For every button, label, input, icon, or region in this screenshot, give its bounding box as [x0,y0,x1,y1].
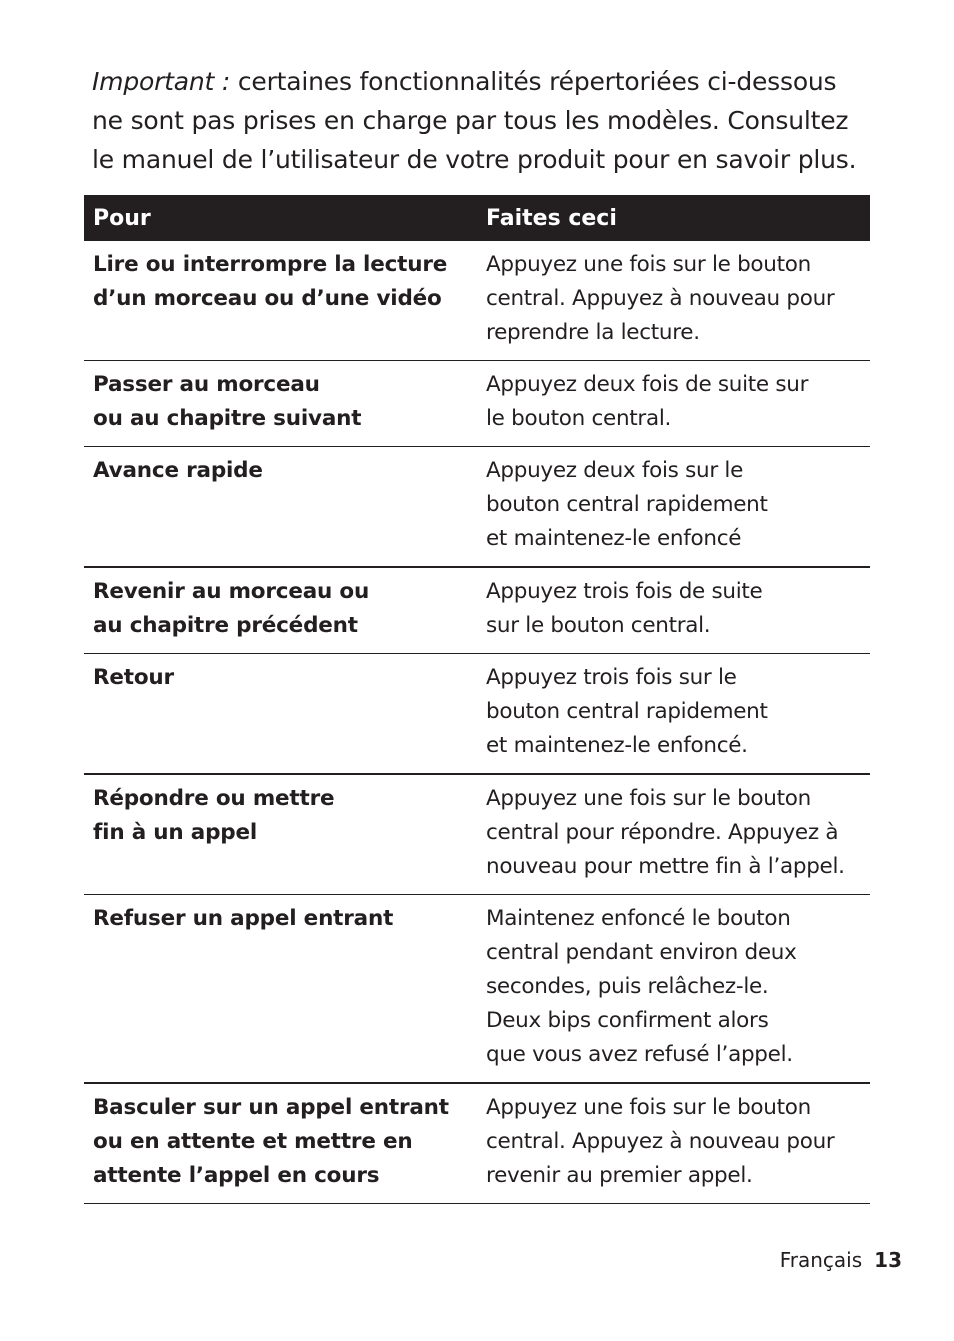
row-instruction-line: le bouton central. [486,406,672,431]
row-instruction-line: Appuyez une fois sur le bouton [486,252,811,277]
row-action [84,447,477,568]
row-instruction-line: reprendre la lecture. [486,320,700,345]
row-action-line: au chapitre précédent [93,613,358,638]
row-instruction-line: Appuyez deux fois de suite sur [486,372,809,397]
row-instruction-line: secondes, puis relâchez-le. [486,974,769,999]
intro-line-1-text: certaines fonctionnalités répertoriées ci-dessous [230,67,837,96]
table-header [84,195,870,241]
table-body [84,241,870,1204]
table-row [84,1083,870,1204]
row-instruction [477,241,870,361]
row-instruction-line: et maintenez-le enfoncé. [486,733,748,758]
intro-line-3: le manuel de l’utilisateur de votre produit pour en savoir plus. [92,145,857,174]
page-number: 13 [874,1248,902,1272]
row-action-line: Avance rapide [93,458,263,483]
row-action-line: fin à un appel [93,820,258,845]
row-action-line: Retour [93,665,174,690]
column-header-faites-ceci: Faites ceci [477,195,870,241]
row-instruction [477,361,870,447]
row-instruction-line: bouton central rapidement [486,699,768,724]
row-action-line: Refuser un appel entrant [93,906,394,931]
row-instruction [477,447,870,568]
table-row [84,654,870,775]
row-action-line: attente l’appel en cours [93,1163,380,1188]
intro-line-1 [92,62,872,101]
row-action-line: d’un morceau ou d’une vidéo [93,286,442,311]
row-action-line: Revenir au morceau ou [93,579,370,604]
row-instruction-line: que vous avez refusé l’appel. [486,1042,793,1067]
column-header-pour: Pour [84,195,477,241]
row-action [84,361,477,447]
table-row [84,241,870,361]
row-instruction-line: central pour répondre. Appuyez à [486,820,839,845]
row-action [84,895,477,1084]
row-instruction [477,774,870,895]
row-action [84,241,477,361]
row-instruction-line: bouton central rapidement [486,492,768,517]
row-instruction-line: central pendant environ deux [486,940,797,965]
row-instruction-line: Appuyez une fois sur le bouton [486,1095,811,1120]
row-instruction-line: Deux bips confirment alors [486,1008,769,1033]
row-instruction-line: central. Appuyez à nouveau pour [486,1129,835,1154]
row-instruction-line: et maintenez-le enfoncé [486,526,742,551]
table-header-row [84,195,870,241]
row-action-line: Passer au morceau [93,372,320,397]
table-row [84,774,870,895]
row-action [84,567,477,654]
intro-line-2: ne sont pas prises en charge par tous les modèles. Consultez [92,106,849,135]
row-action [84,654,477,775]
row-action [84,1083,477,1204]
row-instruction [477,654,870,775]
row-instruction-line: sur le bouton central. [486,613,711,638]
table-row [84,567,870,654]
row-instruction [477,1083,870,1204]
row-instruction [477,567,870,654]
table-row [84,361,870,447]
row-instruction-line: Appuyez trois fois de suite [486,579,763,604]
row-instruction-line: nouveau pour mettre fin à l’appel. [486,854,845,879]
table-row [84,447,870,568]
row-action-line: ou au chapitre suivant [93,406,362,431]
row-instruction-line: Appuyez une fois sur le bouton [486,786,811,811]
controls-table [84,195,870,1204]
row-action-line: ou en attente et mettre en [93,1129,413,1154]
row-action [84,774,477,895]
row-action-line: Lire ou interrompre la lecture [93,252,448,277]
row-instruction [477,895,870,1084]
page-footer [780,1248,902,1272]
row-instruction-line: Appuyez deux fois sur le [486,458,743,483]
intro-paragraph [92,62,872,179]
table-row [84,895,870,1084]
row-instruction-line: central. Appuyez à nouveau pour [486,286,835,311]
row-action-line: Basculer sur un appel entrant [93,1095,449,1120]
row-action-line: Répondre ou mettre [93,786,335,811]
row-instruction-line: revenir au premier appel. [486,1163,753,1188]
intro-lead: Important : [92,67,231,96]
row-instruction-line: Maintenez enfoncé le bouton [486,906,791,931]
row-instruction-line: Appuyez trois fois sur le [486,665,737,690]
footer-language: Français [779,1248,863,1272]
